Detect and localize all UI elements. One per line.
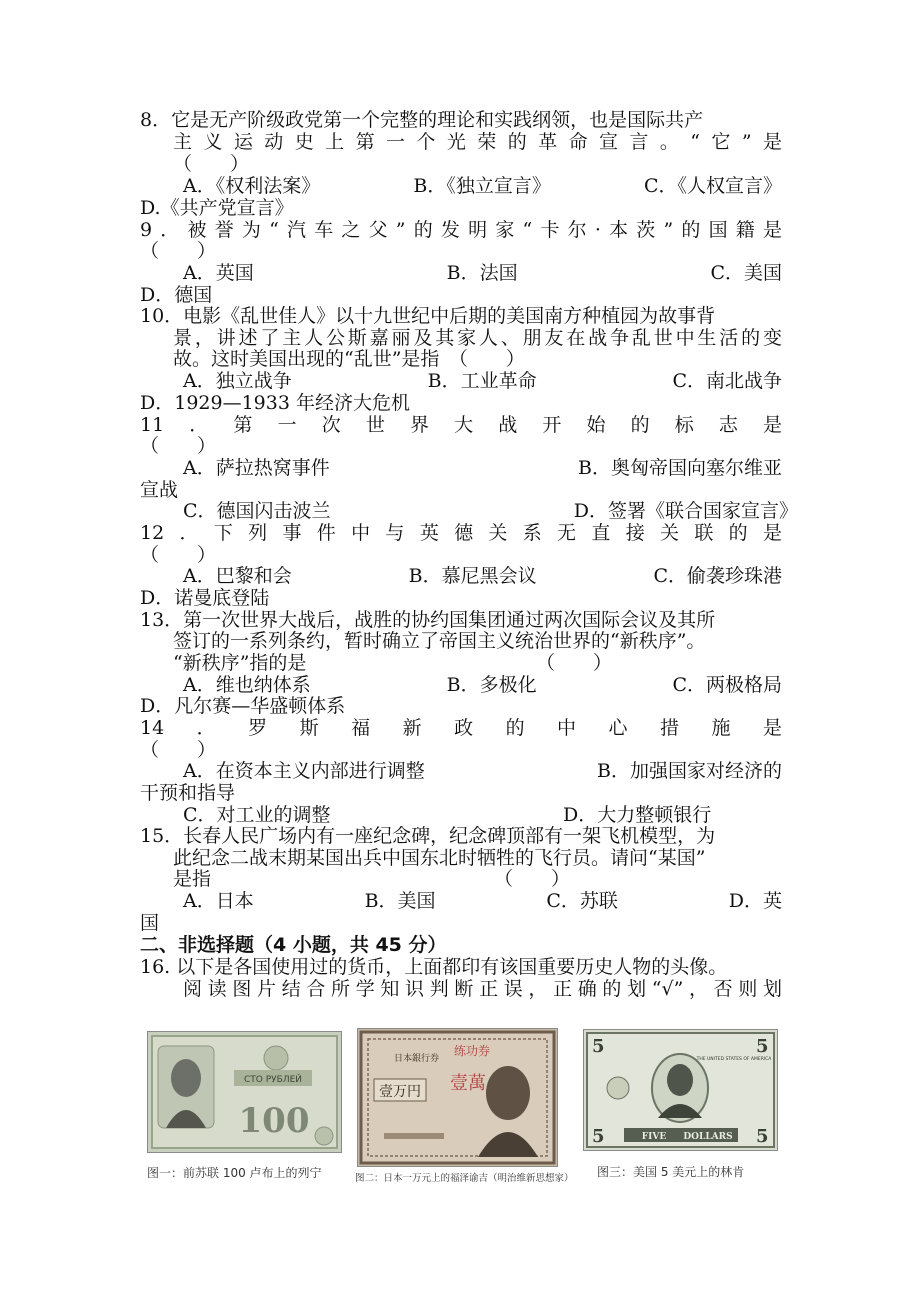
q14-options-row1 bbox=[183, 760, 782, 782]
q11-option-a: A．萨拉热窝事件 bbox=[183, 457, 330, 479]
q11-answer-blank: （ ） bbox=[140, 435, 217, 457]
q11-option-d: D．签署《联合国家宣言》 bbox=[573, 500, 798, 522]
q14-option-a: A．在资本主义内部进行调整 bbox=[183, 760, 425, 782]
q12-option-c: C．偷袭珍珠港 bbox=[653, 565, 782, 587]
ruble-100: 100 bbox=[238, 1101, 310, 1141]
q15-option-d-wrap: 国 bbox=[140, 912, 160, 934]
q8-option-b: B．《独立宣言》 bbox=[413, 175, 551, 197]
q15-option-c: C．苏联 bbox=[546, 890, 618, 912]
q13-options-row bbox=[183, 674, 782, 696]
q15-stem-line1: 15．长春人民广场内有一座纪念碑，纪念碑顶部有一架飞机模型，为 bbox=[140, 825, 716, 847]
q14-answer-blank: （ ） bbox=[140, 739, 217, 761]
q10-option-c: C．南北战争 bbox=[672, 370, 782, 392]
q9-options-row bbox=[183, 262, 782, 284]
q8-option-a: A．《权利法案》 bbox=[183, 175, 321, 197]
q10-stem-line1: 10．电影《乱世佳人》以十九世纪中后期的美国南方种植园为故事背 bbox=[140, 305, 716, 327]
q11-options-row2 bbox=[183, 500, 798, 522]
q16-stem-line2: 阅读图片结合所学知识判断正误，正确的划“√”，否则划 bbox=[183, 978, 782, 1000]
q13-stem-line3: “新秩序”指的是 bbox=[173, 652, 307, 674]
q15-stem-line3: 是指 bbox=[173, 868, 212, 890]
q13-answer-blank: （ ） bbox=[536, 652, 613, 674]
section-heading: 二、非选择题（4 小题，共 45 分） bbox=[140, 934, 447, 956]
q15-option-b: B．美国 bbox=[364, 890, 436, 912]
q9-option-c: C．美国 bbox=[710, 262, 782, 284]
dollar-5-bottomleft: 5 bbox=[592, 1126, 605, 1147]
q11-option-b: B．奥匈帝国向塞尔维亚 bbox=[578, 457, 782, 479]
dollar-banknote-image bbox=[583, 1029, 778, 1151]
q8-option-d: D.《共产党宣言》 bbox=[140, 197, 294, 219]
q9-option-b: B．法国 bbox=[446, 262, 518, 284]
portrait-icon bbox=[667, 1064, 693, 1096]
dollar-five: FIVE bbox=[641, 1132, 667, 1142]
yen-practice-mark: 练功券 bbox=[454, 1044, 491, 1058]
q16-stem-line1: 16. 以下是各国使用过的货币，上面都印有该国重要历史人物的头像。 bbox=[140, 956, 728, 978]
q10-stem-line3: 故。这时美国出现的“乱世”是指 （ ） bbox=[173, 348, 525, 370]
q12-option-b: B．慕尼黑会议 bbox=[408, 565, 537, 587]
q9-option-d: D．德国 bbox=[140, 284, 213, 306]
q8-answer-blank: （ ） bbox=[173, 153, 250, 175]
q13-option-d: D．凡尔赛—华盛顿体系 bbox=[140, 695, 346, 717]
q15-option-a: A．日本 bbox=[183, 890, 254, 912]
yen-value: 壹万円 bbox=[379, 1084, 421, 1100]
q12-option-a: A．巴黎和会 bbox=[183, 565, 292, 587]
q11-option-b-wrap: 宣战 bbox=[140, 479, 179, 501]
yen-banknote-art bbox=[358, 1029, 557, 1166]
portrait-icon bbox=[171, 1059, 201, 1097]
q10-option-d: D．1929—1933 年经济大危机 bbox=[140, 392, 410, 414]
portrait-icon bbox=[486, 1066, 530, 1120]
q11-stem-line1: 11．第一次世界大战开始的标志是 bbox=[140, 414, 782, 436]
q13-stem-line1: 13．第一次世界大战后，战胜的协约国集团通过两次国际会议及其所 bbox=[140, 609, 716, 631]
q14-option-d: D．大力整顿银行 bbox=[563, 804, 712, 826]
dollar-5-topright: 5 bbox=[756, 1036, 769, 1057]
q8-option-c: C．《人权宣言》 bbox=[643, 175, 782, 197]
q12-answer-blank: （ ） bbox=[140, 544, 217, 566]
q14-option-b-wrap: 干预和指导 bbox=[140, 782, 236, 804]
dollar-header: THE UNITED STATES OF AMERICA bbox=[696, 1057, 772, 1062]
q9-answer-blank: （ ） bbox=[140, 240, 217, 262]
yen-banknote-image bbox=[357, 1028, 558, 1167]
q15-answer-blank: （ ） bbox=[494, 868, 571, 890]
q10-options-row bbox=[183, 370, 782, 392]
q10-option-a: A．独立战争 bbox=[183, 370, 292, 392]
caption-figure1: 图一：前苏联 100 卢布上的列宁 bbox=[147, 1166, 322, 1180]
q15-stem-line2: 此纪念二战末期某国出兵中国东北时牺牲的飞行员。请问“某国” bbox=[173, 847, 706, 869]
q13-option-a: A．维也纳体系 bbox=[183, 674, 311, 696]
q11-options-row1 bbox=[183, 457, 782, 479]
q12-stem-line1: 12．下列事件中与英德关系无直接关联的是 bbox=[140, 522, 782, 544]
dollar-5-topleft: 5 bbox=[592, 1036, 605, 1057]
dollar-banknote-art bbox=[584, 1030, 777, 1150]
q14-stem-line1: 14．罗斯福新政的中心措施是 bbox=[140, 717, 782, 739]
q13-option-b: B．多极化 bbox=[446, 674, 537, 696]
q13-stem-line2: 签订的一系列条约，暂时确立了帝国主义统治世界的“新秩序”。 bbox=[173, 630, 706, 652]
q8-stem-line1: 8．它是无产阶级政党第一个完整的理论和实践纲领，也是国际共产 bbox=[140, 109, 704, 131]
ruble-banknote-art bbox=[148, 1032, 341, 1152]
q14-option-c: C．对工业的调整 bbox=[183, 804, 331, 826]
q10-stem-line2: 景，讲述了主人公斯嘉丽及其家人、朋友在战争乱世中生活的变 bbox=[173, 327, 782, 349]
dollar-dollars: DOLLARS bbox=[683, 1132, 733, 1142]
q14-option-b: B．加强国家对经济的 bbox=[597, 760, 782, 782]
q12-option-d: D．诺曼底登陆 bbox=[140, 587, 270, 609]
q9-option-a: A．英国 bbox=[183, 262, 254, 284]
ruble-banknote-image bbox=[147, 1031, 342, 1153]
q9-stem-line1: 9．被誉为“汽车之父”的发明家“卡尔·本茨”的国籍是 bbox=[140, 219, 782, 241]
q11-option-c: C．德国闪击波兰 bbox=[183, 500, 331, 522]
caption-figure3: 图三：美国 5 美元上的林肯 bbox=[597, 1165, 745, 1179]
q8-options-row bbox=[183, 175, 782, 197]
q12-options-row bbox=[183, 565, 782, 587]
q13-option-c: C．两极格局 bbox=[672, 674, 782, 696]
q15-option-d: D．英 bbox=[728, 890, 782, 912]
yen-header: 日本銀行券 bbox=[394, 1054, 440, 1064]
caption-figure2: 图二：日本一万元上的福泽谕吉（明治维新思想家） bbox=[355, 1173, 574, 1184]
yen-big-stamp: 壹萬 bbox=[450, 1073, 486, 1094]
q10-option-b: B．工业革命 bbox=[427, 370, 537, 392]
q15-options-row bbox=[183, 890, 782, 912]
q8-stem-line2: 主义运动史上第一个光荣的革命宣言。“它”是 bbox=[173, 131, 782, 153]
dollar-5-bottomright: 5 bbox=[756, 1126, 769, 1147]
q14-options-row2 bbox=[183, 804, 782, 826]
ruble-label: СТО РУБЛЕЙ bbox=[244, 1075, 302, 1085]
